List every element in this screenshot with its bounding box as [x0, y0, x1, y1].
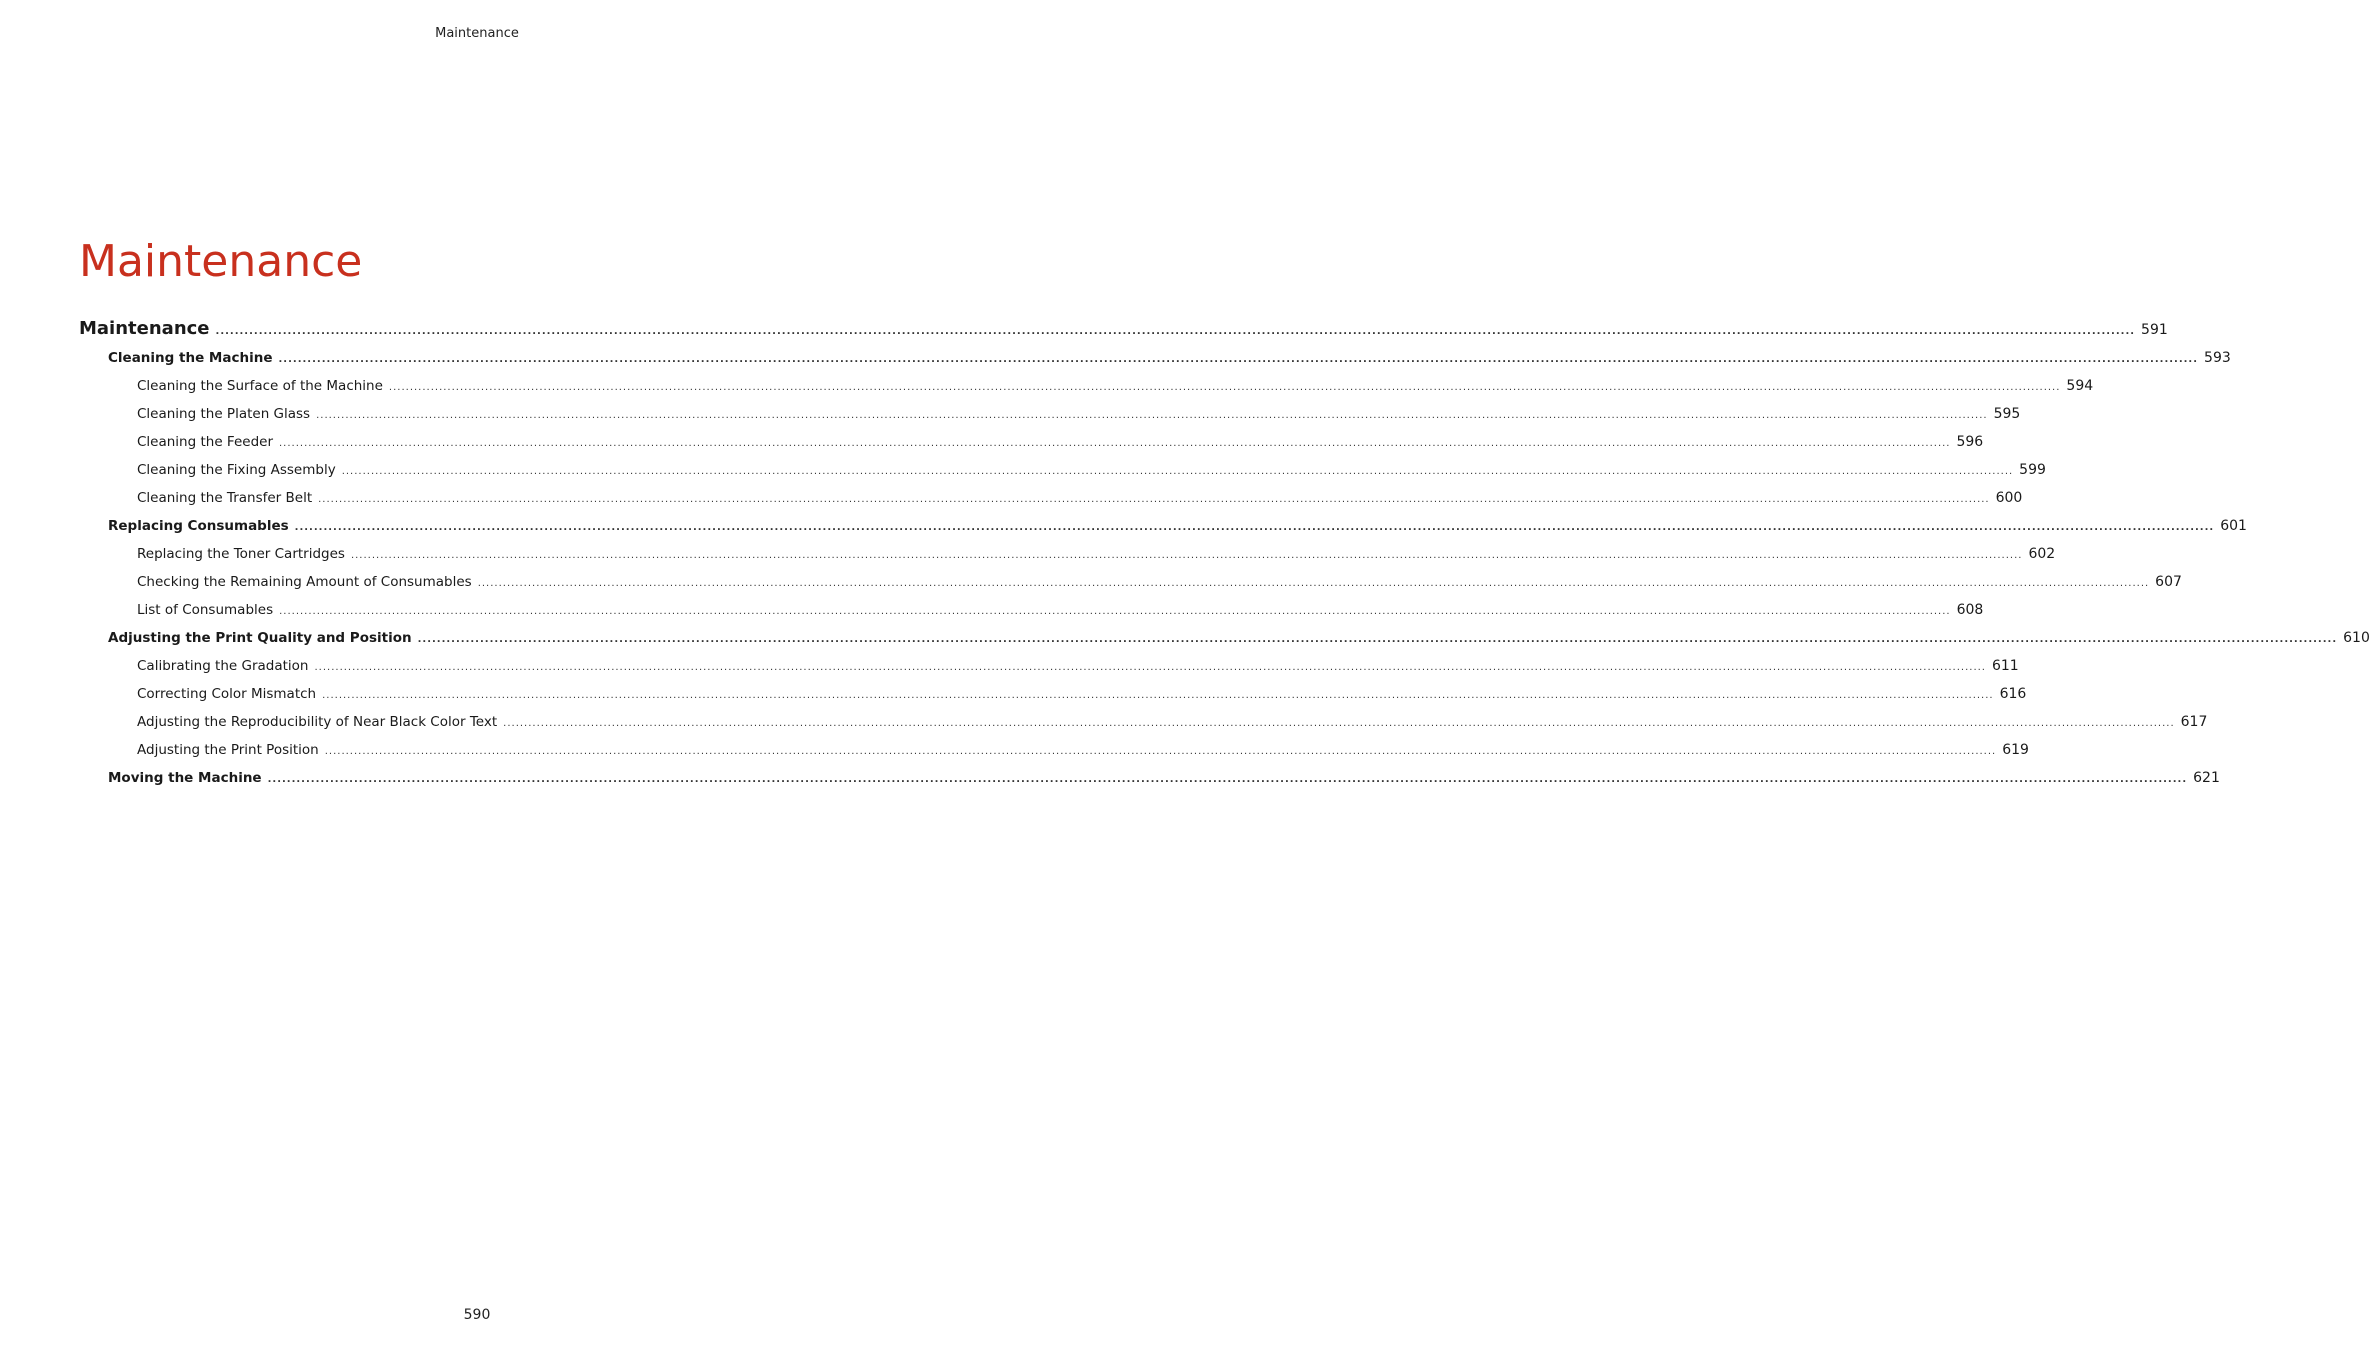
- toc-entry[interactable]: [79, 658, 2019, 686]
- toc-leader-dots: ................................................................................................................................................................................................................................................................................................................................................................................................................: [279, 606, 1951, 617]
- toc-entry-page[interactable]: 601: [2220, 518, 2247, 534]
- toc-entry-label[interactable]: Cleaning the Platen Glass: [137, 406, 311, 422]
- toc-entry-page[interactable]: 621: [2193, 770, 2220, 786]
- toc-entry-page[interactable]: 617: [2180, 714, 2208, 730]
- toc-entry-page[interactable]: 619: [2002, 742, 2029, 758]
- toc-entry-label[interactable]: Moving the Machine: [108, 770, 262, 786]
- toc-leader-dots: ................................................................................................................................................................................................................................................................................................................................................................................................................: [324, 746, 1997, 757]
- toc-entry-page[interactable]: 595: [1993, 406, 2021, 422]
- toc-entry-page[interactable]: 594: [2066, 378, 2094, 394]
- toc-entry-label[interactable]: Maintenance: [79, 318, 210, 339]
- toc-entry-page[interactable]: 607: [2155, 574, 2182, 590]
- toc-leader-dots: ................................................................................................................................................................................................................................................................................................................................................................................................................: [314, 662, 1986, 673]
- toc-entry[interactable]: [79, 686, 2027, 714]
- toc-leader-dots: ................................................................................................................................................................................................................................................................................................................................................................................................................: [215, 326, 2136, 337]
- toc-leader-dots: ................................................................................................................................................................................................................................................................................................................................................................................................................: [477, 578, 2150, 589]
- toc-entry-label[interactable]: Replacing Consumables: [108, 518, 289, 534]
- toc-entry-label[interactable]: Adjusting the Print Quality and Position: [108, 630, 412, 646]
- toc-entry-label[interactable]: Cleaning the Feeder: [137, 434, 273, 450]
- toc-entry-page[interactable]: 602: [2028, 546, 2056, 562]
- toc-entry[interactable]: [79, 490, 2023, 518]
- page-number: 590: [463, 1307, 491, 1323]
- toc-entry[interactable]: [79, 462, 2046, 490]
- toc-entry-page[interactable]: 596: [1956, 434, 1984, 450]
- toc-entry-label[interactable]: Calibrating the Gradation: [137, 658, 309, 674]
- toc-entry-label[interactable]: List of Consumables: [137, 602, 274, 618]
- toc-entry-page[interactable]: 600: [1995, 490, 2023, 506]
- toc-entry-page[interactable]: 599: [2019, 462, 2046, 478]
- toc-leader-dots: ................................................................................................................................................................................................................................................................................................................................................................................................................: [417, 634, 2338, 645]
- chapter-title: Maintenance: [79, 236, 363, 287]
- toc-entry-page[interactable]: 616: [1999, 686, 2027, 702]
- toc-entry-label[interactable]: Adjusting the Print Position: [137, 742, 319, 758]
- toc-entry[interactable]: [79, 630, 2370, 658]
- running-header: Maintenance: [435, 26, 519, 41]
- toc-entry-page[interactable]: 608: [1956, 602, 1984, 618]
- toc-entry-page[interactable]: 611: [1991, 658, 2019, 674]
- toc-entry[interactable]: [79, 742, 2029, 770]
- toc-entry-page[interactable]: 593: [2204, 350, 2231, 366]
- toc-leader-dots: ................................................................................................................................................................................................................................................................................................................................................................................................................: [316, 410, 1988, 421]
- toc-leader-dots: ................................................................................................................................................................................................................................................................................................................................................................................................................: [341, 466, 2014, 477]
- table-of-contents: [79, 318, 2370, 798]
- toc-entry[interactable]: [79, 714, 2208, 742]
- toc-entry-page[interactable]: 610: [2343, 630, 2370, 646]
- toc-leader-dots: ................................................................................................................................................................................................................................................................................................................................................................................................................: [278, 354, 2199, 365]
- toc-entry[interactable]: [79, 546, 2056, 574]
- toc-entry-label[interactable]: Replacing the Toner Cartridges: [137, 546, 345, 562]
- toc-leader-dots: ................................................................................................................................................................................................................................................................................................................................................................................................................: [267, 774, 2188, 785]
- toc-entry-page[interactable]: 591: [2141, 322, 2168, 338]
- toc-leader-dots: ................................................................................................................................................................................................................................................................................................................................................................................................................: [388, 382, 2061, 393]
- toc-leader-dots: ................................................................................................................................................................................................................................................................................................................................................................................................................: [503, 718, 2175, 729]
- toc-entry-label[interactable]: Checking the Remaining Amount of Consumables: [137, 574, 472, 590]
- toc-entry-label[interactable]: Adjusting the Reproducibility of Near Black Color Text: [137, 714, 498, 730]
- toc-leader-dots: ................................................................................................................................................................................................................................................................................................................................................................................................................: [318, 494, 1990, 505]
- toc-leader-dots: ................................................................................................................................................................................................................................................................................................................................................................................................................: [294, 522, 2215, 533]
- toc-entry-label[interactable]: Cleaning the Machine: [108, 350, 273, 366]
- toc-entry-label[interactable]: Cleaning the Fixing Assembly: [137, 462, 336, 478]
- toc-entry-label[interactable]: Correcting Color Mismatch: [137, 686, 317, 702]
- toc-entry[interactable]: [79, 318, 2168, 350]
- toc-leader-dots: ................................................................................................................................................................................................................................................................................................................................................................................................................: [350, 550, 2023, 561]
- toc-entry[interactable]: [79, 602, 1984, 630]
- toc-entry-label[interactable]: Cleaning the Surface of the Machine: [137, 378, 383, 394]
- toc-entry[interactable]: [79, 574, 2182, 602]
- toc-entry[interactable]: [79, 434, 1984, 462]
- toc-entry[interactable]: [79, 770, 2220, 798]
- toc-leader-dots: ................................................................................................................................................................................................................................................................................................................................................................................................................: [279, 438, 1951, 449]
- toc-entry[interactable]: [79, 350, 2231, 378]
- toc-entry-label[interactable]: Cleaning the Transfer Belt: [137, 490, 313, 506]
- toc-entry[interactable]: [79, 378, 2094, 406]
- toc-leader-dots: ................................................................................................................................................................................................................................................................................................................................................................................................................: [322, 690, 1994, 701]
- toc-entry[interactable]: [79, 406, 2021, 434]
- toc-entry[interactable]: [79, 518, 2247, 546]
